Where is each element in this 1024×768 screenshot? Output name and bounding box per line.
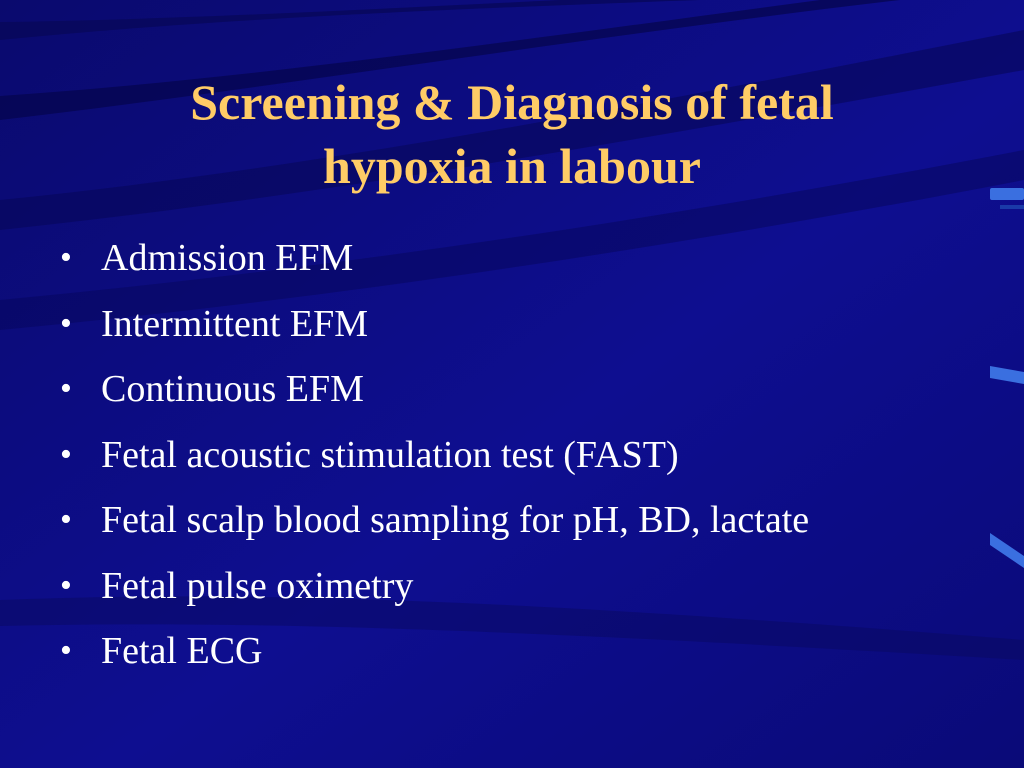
bullet-text: Fetal acoustic stimulation test (FAST): [101, 433, 679, 476]
slide-title-line-2: hypoxia in labour: [323, 138, 701, 194]
slide-title: [0, 70, 1024, 198]
bullet-icon: •: [60, 239, 72, 276]
bullet-icon: •: [60, 501, 72, 538]
bullet-item-admission-efm: [60, 226, 980, 292]
bullet-icon: •: [60, 566, 72, 604]
bullet-icon: •: [60, 370, 72, 407]
bullet-item-fetal-ecg: [60, 619, 980, 685]
bullet-item-continuous-efm: [60, 357, 980, 423]
bullet-text: Fetal pulse oximetry: [101, 564, 414, 607]
bullet-text: Admission EFM: [101, 237, 354, 279]
bullet-item-intermittent-efm: [60, 292, 980, 358]
bullet-icon: •: [60, 435, 72, 473]
bullet-list: [60, 226, 980, 685]
bullet-item-scalp-blood-sampling: [60, 488, 980, 554]
bullet-text: Continuous EFM: [101, 368, 364, 410]
bullet-item-pulse-oximetry: [60, 554, 980, 620]
bullet-item-fast: [60, 423, 980, 489]
bullet-icon: •: [60, 632, 72, 669]
bullet-text: Intermittent EFM: [101, 302, 369, 345]
bullet-text: Fetal scalp blood sampling for pH, BD, lactate: [101, 499, 810, 541]
slide-title-line-1: Screening & Diagnosis of fetal: [190, 74, 834, 130]
bullet-icon: •: [60, 304, 72, 342]
bullet-text: Fetal ECG: [101, 630, 263, 672]
